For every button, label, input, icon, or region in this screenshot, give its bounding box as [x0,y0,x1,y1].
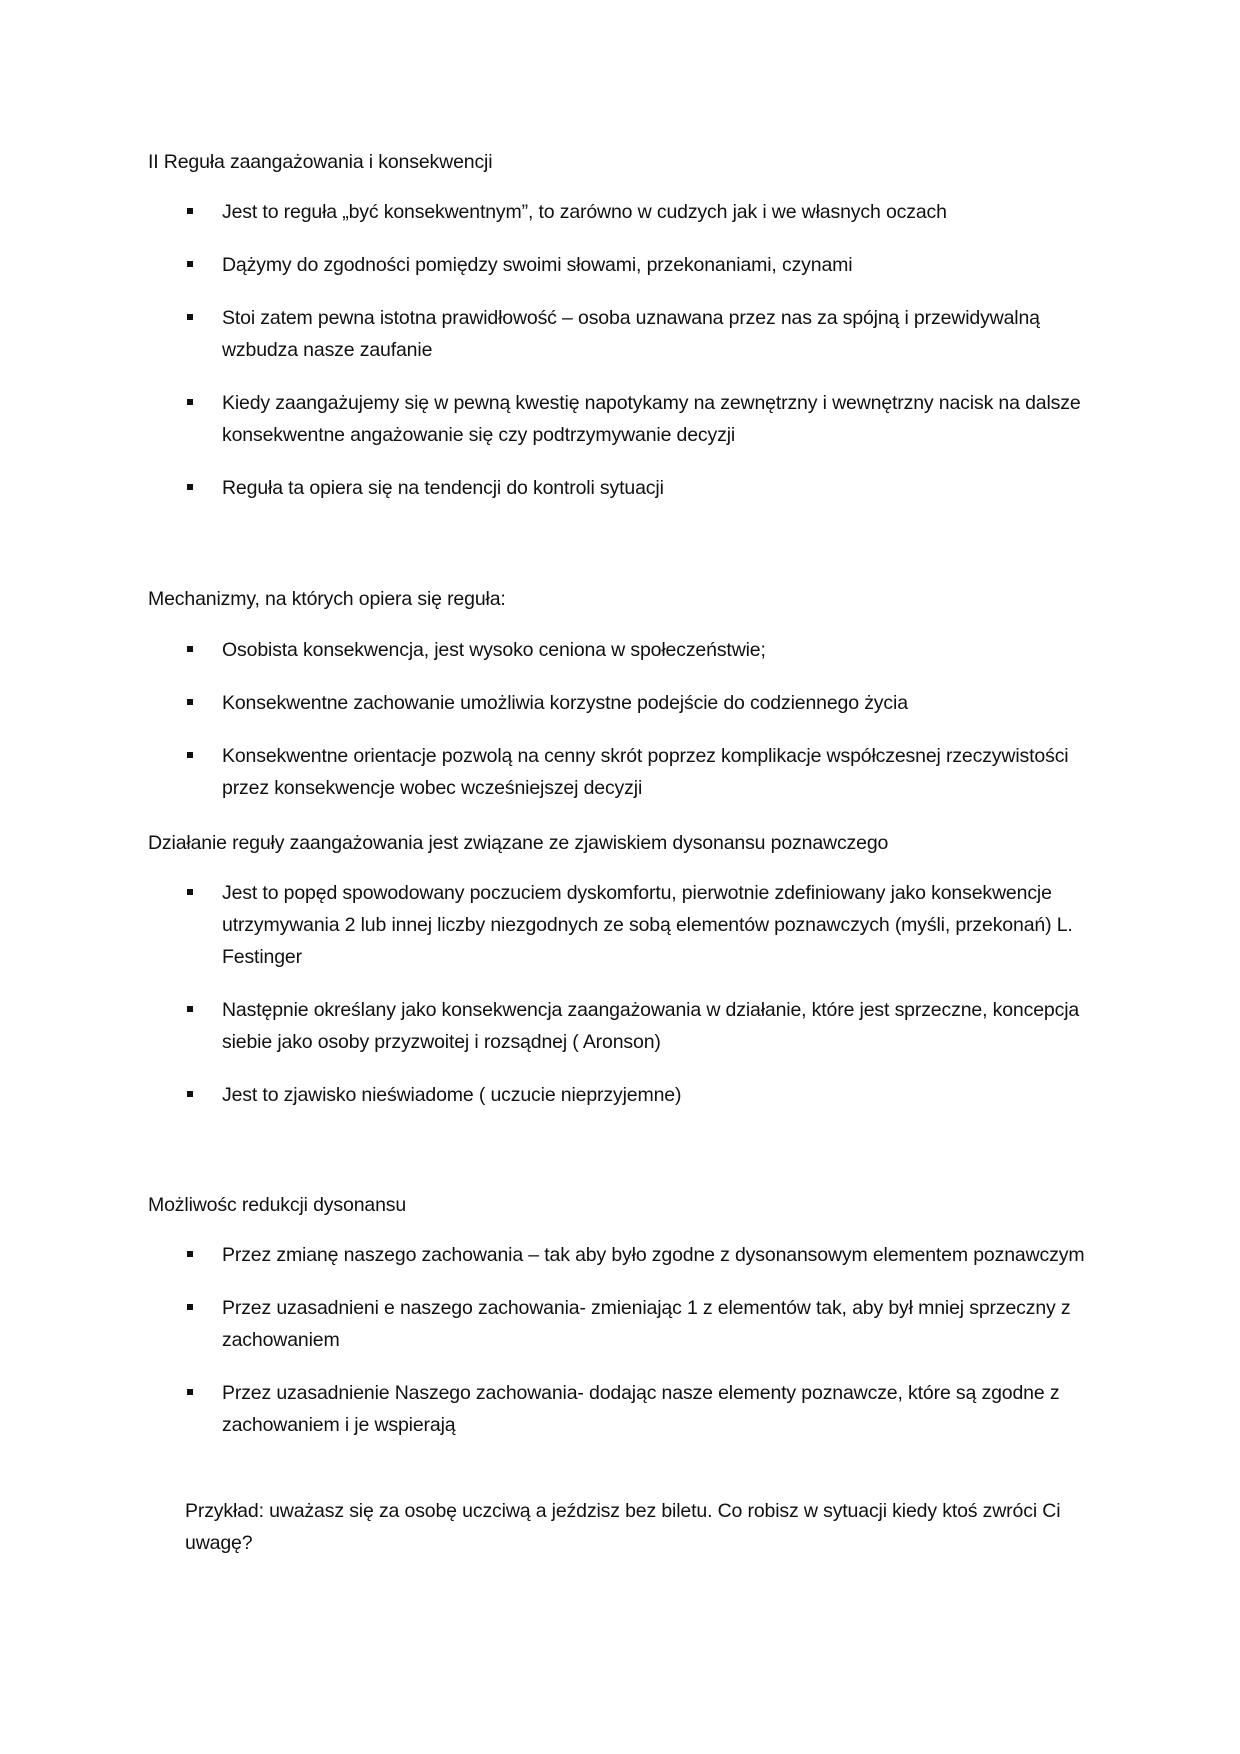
section-list-mechanizmy [0,634,1240,825]
square-bullet-icon [187,261,193,267]
square-bullet-icon [187,752,193,758]
square-bullet-icon [187,1251,193,1257]
square-bullet-icon [187,399,193,405]
list-item: Osobista konsekwencja, jest wysoko ceniona w społeczeństwie; [0,634,1240,666]
list-item: Stoi zatem pewna istotna prawidłowość – osoba uznawana przez nas za spójną i przewidywalną wzbudza nasze zaufanie [0,302,1240,366]
section-heading-reguła: II Reguła zaangażowania i konsekwencji [148,151,493,173]
square-bullet-icon [187,889,193,895]
list-item: Przez uzasadnieni e naszego zachowania- zmieniając 1 z elementów tak, aby był mniej sprzeczny z zachowaniem [0,1292,1240,1356]
square-bullet-icon [187,1389,193,1395]
list-item: Reguła ta opiera się na tendencji do kontroli sytuacji [0,472,1240,504]
list-item: Konsekwentne orientacje pozwolą na cenny skrót poprzez komplikacje współczesnej rzeczywistości przez konsekwencje wobec wcześniejszej decyzji [0,740,1240,804]
square-bullet-icon [187,1006,193,1012]
square-bullet-icon [187,699,193,705]
square-bullet-icon [187,1091,193,1097]
square-bullet-icon [187,646,193,652]
section-heading-mechanizmy: Mechanizmy, na których opiera się reguła: [148,588,506,610]
list-item: Przez zmianę naszego zachowania – tak aby było zgodne z dysonansowym elementem poznawczym [0,1239,1240,1271]
list-item: Jest to reguła „być konsekwentnym”, to zarówno w cudzych jak i we własnych oczach [0,196,1240,228]
list-item: Dążymy do zgodności pomiędzy swoimi słowami, przekonaniami, czynami [0,249,1240,281]
section-heading-redukcja: Możliwośc redukcji dysonansu [148,1194,407,1216]
list-item: Następnie określany jako konsekwencja zaangażowania w działanie, które jest sprzeczne, koncepcja siebie jako osoby przyzwoitej i rozsądnej ( Aronson) [0,994,1240,1058]
list-item: Jest to zjawisko nieświadome ( uczucie nieprzyjemne) [0,1079,1240,1111]
section-heading-dzialanie: Działanie reguły zaangażowania jest związane ze zjawiskiem dysonansu poznawczego [148,832,889,854]
section-list-reguła [0,196,1240,525]
square-bullet-icon [187,314,193,320]
example-paragraph: Przykład: uważasz się za osobę uczciwą a jeździsz bez biletu. Co robisz w sytuacji kiedy ktoś zwróci Ci uwagę? [185,1500,1061,1554]
list-item: Konsekwentne zachowanie umożliwia korzystne podejście do codziennego życia [0,687,1240,719]
section-list-redukcja [0,1239,1240,1462]
square-bullet-icon [187,208,193,214]
list-item: Jest to popęd spowodowany poczuciem dyskomfortu, pierwotnie zdefiniowany jako konsekwencje utrzymywania 2 lub innej liczby niezgodnych ze sobą elementów poznawczych (myśli, przekonań) L. Festinger [0,877,1240,973]
square-bullet-icon [187,484,193,490]
square-bullet-icon [187,1304,193,1310]
list-item: Przez uzasadnienie Naszego zachowania- dodając nasze elementy poznawcze, które są zgodne z zachowaniem i je wspierają [0,1377,1240,1441]
list-item: Kiedy zaangażujemy się w pewną kwestię napotykamy na zewnętrzny i wewnętrzny nacisk na dalsze konsekwentne angażowanie się czy podtrzymywanie decyzji [0,387,1240,451]
section-list-dzialanie [0,877,1240,1132]
